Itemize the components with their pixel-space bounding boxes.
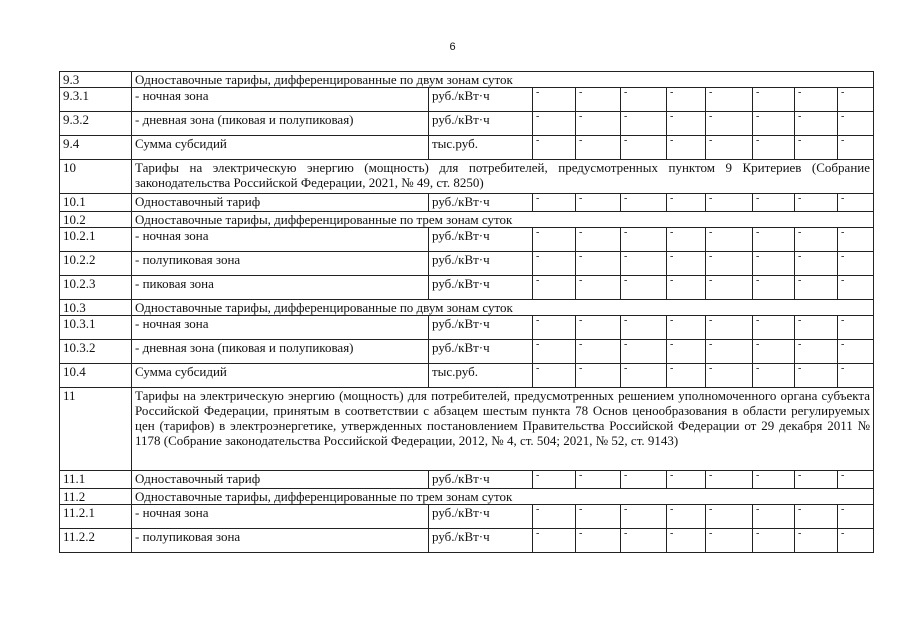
row-number: 11.2.2: [60, 529, 132, 553]
value-cell: -: [795, 252, 838, 276]
table-row: [60, 228, 874, 252]
row-number: 10.4: [60, 364, 132, 388]
value-cell: -: [576, 276, 621, 300]
row-description: - ночная зона: [132, 228, 429, 252]
value-cell: -: [621, 88, 667, 112]
row-description: Одноставочный тариф: [132, 194, 429, 212]
value-cell: -: [753, 136, 795, 160]
value-cell: -: [667, 88, 706, 112]
value-cell: -: [753, 276, 795, 300]
value-cell: -: [621, 252, 667, 276]
section-row: [60, 212, 874, 228]
value-cell: -: [621, 194, 667, 212]
value-cell: -: [576, 471, 621, 489]
value-cell: -: [621, 228, 667, 252]
value-cell: -: [795, 340, 838, 364]
row-number: 11.1: [60, 471, 132, 489]
value-cell: -: [706, 136, 753, 160]
value-cell: -: [838, 340, 874, 364]
table-row: [60, 194, 874, 212]
row-description: - полупиковая зона: [132, 529, 429, 553]
value-cell: -: [576, 136, 621, 160]
section-row: [60, 160, 874, 194]
row-number: 9.3: [60, 72, 132, 88]
row-number: 11.2.1: [60, 505, 132, 529]
row-number: 10.2.1: [60, 228, 132, 252]
value-cell: -: [533, 276, 576, 300]
row-description: - полупиковая зона: [132, 252, 429, 276]
table-row: [60, 136, 874, 160]
row-description: Одноставочные тарифы, дифференцированные по трем зонам суток: [132, 212, 874, 228]
row-number: 10.2: [60, 212, 132, 228]
value-cell: -: [753, 88, 795, 112]
row-number: 10.3: [60, 300, 132, 316]
table-row: [60, 471, 874, 489]
table-row: [60, 340, 874, 364]
value-cell: -: [706, 194, 753, 212]
table-row: [60, 529, 874, 553]
value-cell: -: [838, 252, 874, 276]
value-cell: -: [753, 112, 795, 136]
value-cell: -: [576, 112, 621, 136]
table-row: [60, 316, 874, 340]
value-cell: -: [795, 505, 838, 529]
row-number: 10.2.3: [60, 276, 132, 300]
value-cell: -: [706, 276, 753, 300]
value-cell: -: [795, 316, 838, 340]
table-row: [60, 276, 874, 300]
row-unit: руб./кВт·ч: [429, 112, 533, 136]
tariff-table: [59, 71, 874, 553]
value-cell: -: [795, 112, 838, 136]
value-cell: -: [753, 471, 795, 489]
value-cell: -: [667, 340, 706, 364]
value-cell: -: [753, 505, 795, 529]
value-cell: -: [838, 316, 874, 340]
value-cell: -: [621, 505, 667, 529]
row-description: Одноставочные тарифы, дифференцированные по трем зонам суток: [132, 489, 874, 505]
value-cell: -: [838, 471, 874, 489]
row-unit: руб./кВт·ч: [429, 505, 533, 529]
value-cell: -: [533, 88, 576, 112]
row-unit: руб./кВт·ч: [429, 88, 533, 112]
value-cell: -: [576, 316, 621, 340]
value-cell: -: [838, 505, 874, 529]
value-cell: -: [795, 88, 838, 112]
row-description: - пиковая зона: [132, 276, 429, 300]
row-number: 9.4: [60, 136, 132, 160]
row-description: Сумма субсидий: [132, 136, 429, 160]
value-cell: -: [706, 228, 753, 252]
value-cell: -: [838, 194, 874, 212]
value-cell: -: [795, 194, 838, 212]
row-unit: руб./кВт·ч: [429, 340, 533, 364]
section-row: [60, 388, 874, 471]
value-cell: -: [533, 364, 576, 388]
value-cell: -: [667, 316, 706, 340]
row-description: Тарифы на электрическую энергию (мощность) для потребителей, предусмотренных решением уполномоченного органа субъекта Российской Федерации, принятым в соответствии с абзацем шестым пункта 78 Основ ценообразования в области регулируемых цен (тарифов) в электроэнергетике, утвержденных постановлением Правительства Российской Федерации от 29 декабря 2011 № 1178 (Собрание законодательства Российской Федерации, 2012, № 4, ст. 504; 2021, № 52, ст. 9143): [132, 388, 874, 471]
value-cell: -: [621, 136, 667, 160]
value-cell: -: [753, 228, 795, 252]
value-cell: -: [576, 88, 621, 112]
row-number: 10.2.2: [60, 252, 132, 276]
row-number: 9.3.2: [60, 112, 132, 136]
table-row: [60, 505, 874, 529]
row-unit: руб./кВт·ч: [429, 276, 533, 300]
row-description: Сумма субсидий: [132, 364, 429, 388]
value-cell: -: [753, 316, 795, 340]
value-cell: -: [667, 228, 706, 252]
row-description: - ночная зона: [132, 316, 429, 340]
row-number: 11.2: [60, 489, 132, 505]
value-cell: -: [753, 252, 795, 276]
value-cell: -: [576, 194, 621, 212]
value-cell: -: [795, 228, 838, 252]
value-cell: -: [576, 228, 621, 252]
value-cell: -: [576, 505, 621, 529]
row-number: 10: [60, 160, 132, 194]
row-unit: руб./кВт·ч: [429, 529, 533, 553]
table-row: [60, 88, 874, 112]
value-cell: -: [533, 252, 576, 276]
value-cell: -: [706, 316, 753, 340]
value-cell: -: [576, 252, 621, 276]
value-cell: -: [667, 252, 706, 276]
value-cell: -: [795, 136, 838, 160]
row-description: Одноставочные тарифы, дифференцированные по двум зонам суток: [132, 72, 874, 88]
value-cell: -: [706, 529, 753, 553]
value-cell: -: [667, 194, 706, 212]
row-description: - дневная зона (пиковая и полупиковая): [132, 340, 429, 364]
value-cell: -: [667, 112, 706, 136]
value-cell: -: [533, 340, 576, 364]
value-cell: -: [753, 364, 795, 388]
value-cell: -: [533, 112, 576, 136]
page-number: 6: [449, 41, 456, 53]
row-description: - дневная зона (пиковая и полупиковая): [132, 112, 429, 136]
value-cell: -: [838, 529, 874, 553]
row-number: 10.3.1: [60, 316, 132, 340]
value-cell: -: [838, 112, 874, 136]
row-unit: руб./кВт·ч: [429, 252, 533, 276]
row-unit: руб./кВт·ч: [429, 194, 533, 212]
row-number: 10.3.2: [60, 340, 132, 364]
value-cell: -: [533, 316, 576, 340]
value-cell: -: [533, 228, 576, 252]
value-cell: -: [667, 471, 706, 489]
row-description: Тарифы на электрическую энергию (мощность) для потребителей, предусмотренных пунктом 9 Критериев (Собрание законодательства Российской Федерации, 2021, № 49, ст. 8250): [132, 160, 874, 194]
section-row: [60, 72, 874, 88]
section-row: [60, 300, 874, 316]
value-cell: -: [533, 529, 576, 553]
row-description: Одноставочный тариф: [132, 471, 429, 489]
value-cell: -: [706, 252, 753, 276]
value-cell: -: [838, 276, 874, 300]
value-cell: -: [838, 364, 874, 388]
value-cell: -: [838, 88, 874, 112]
row-number: 10.1: [60, 194, 132, 212]
table-row: [60, 252, 874, 276]
value-cell: -: [533, 505, 576, 529]
value-cell: -: [621, 316, 667, 340]
row-unit: руб./кВт·ч: [429, 471, 533, 489]
value-cell: -: [706, 112, 753, 136]
value-cell: -: [533, 471, 576, 489]
row-number: 11: [60, 388, 132, 471]
value-cell: -: [667, 136, 706, 160]
value-cell: -: [621, 364, 667, 388]
value-cell: -: [667, 505, 706, 529]
value-cell: -: [706, 505, 753, 529]
value-cell: -: [795, 276, 838, 300]
row-description: - ночная зона: [132, 88, 429, 112]
table-row: [60, 112, 874, 136]
value-cell: -: [838, 228, 874, 252]
row-unit: тыс.руб.: [429, 364, 533, 388]
value-cell: -: [576, 364, 621, 388]
value-cell: -: [838, 136, 874, 160]
value-cell: -: [753, 529, 795, 553]
value-cell: -: [621, 276, 667, 300]
value-cell: -: [667, 276, 706, 300]
value-cell: -: [706, 364, 753, 388]
value-cell: -: [621, 471, 667, 489]
row-description: - ночная зона: [132, 505, 429, 529]
section-row: [60, 489, 874, 505]
row-description: Одноставочные тарифы, дифференцированные по двум зонам суток: [132, 300, 874, 316]
value-cell: -: [795, 471, 838, 489]
value-cell: -: [667, 529, 706, 553]
value-cell: -: [533, 136, 576, 160]
value-cell: -: [706, 340, 753, 364]
row-unit: тыс.руб.: [429, 136, 533, 160]
row-unit: руб./кВт·ч: [429, 316, 533, 340]
row-number: 9.3.1: [60, 88, 132, 112]
value-cell: -: [576, 529, 621, 553]
value-cell: -: [753, 194, 795, 212]
value-cell: -: [621, 112, 667, 136]
value-cell: -: [706, 88, 753, 112]
value-cell: -: [795, 364, 838, 388]
row-unit: руб./кВт·ч: [429, 228, 533, 252]
value-cell: -: [667, 364, 706, 388]
value-cell: -: [621, 529, 667, 553]
value-cell: -: [753, 340, 795, 364]
value-cell: -: [533, 194, 576, 212]
table-row: [60, 364, 874, 388]
value-cell: -: [795, 529, 838, 553]
value-cell: -: [576, 340, 621, 364]
value-cell: -: [706, 471, 753, 489]
value-cell: -: [621, 340, 667, 364]
